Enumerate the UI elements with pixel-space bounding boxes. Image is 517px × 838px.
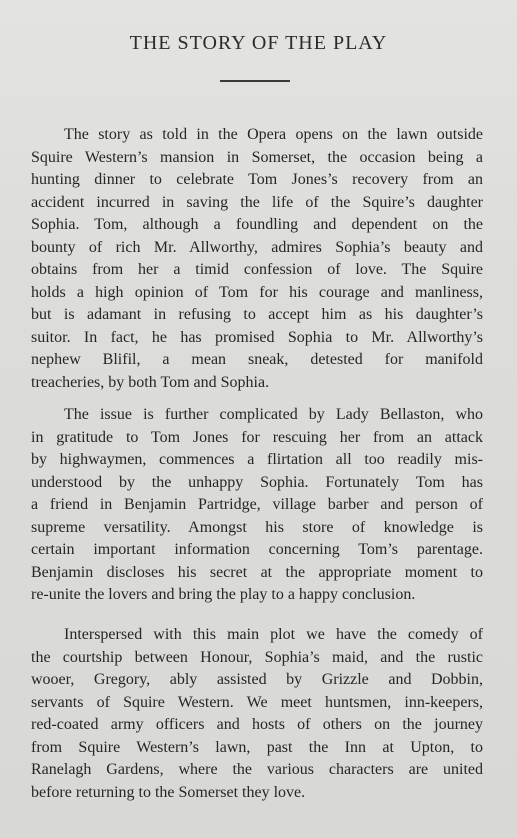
paragraph-subplot xyxy=(31,624,483,804)
paragraph-story-opening xyxy=(31,124,483,394)
text-line: obtains from her a timid confession of love. The Squire xyxy=(31,261,483,278)
text-line: wooer, Gregory, ably assisted by Grizzle and Dobbin, xyxy=(31,671,483,688)
text-line: Interspersed with this main plot we have the comedy of xyxy=(64,626,483,643)
text-line: but is adamant in refusing to accept him as his daughter’s xyxy=(31,306,483,323)
text-line: suitor. In fact, he has promised Sophia to Mr. Allworthy’s xyxy=(31,328,483,346)
text-line: hunting dinner to celebrate Tom Jones’s recovery from an xyxy=(31,171,483,188)
text-line: before returning to the Somerset they love. xyxy=(31,783,306,801)
page-title: THE STORY OF THE PLAY xyxy=(129,32,388,54)
text-line: holds a high opinion of Tom for his courage and manliness, xyxy=(31,283,483,301)
text-line: nephew Blifil, a mean sneak, detested for manifold xyxy=(31,351,483,368)
paragraph-complication xyxy=(31,404,483,607)
text-line: servants of Squire Western. We meet huntsmen, inn-keepers, xyxy=(31,693,483,711)
text-line: red-coated army officers and hosts of others on the journey xyxy=(31,716,483,733)
text-line: in gratitude to Tom Jones for rescuing her from an attack xyxy=(31,428,483,446)
text-line: Benjamin discloses his secret at the appropriate moment to xyxy=(31,563,483,581)
text-line: treacheries, by both Tom and Sophia. xyxy=(31,373,270,391)
text-line: certain important information concerning Tom’s parentage. xyxy=(31,541,483,558)
text-line: bounty of rich Mr. Allworthy, admires Sophia’s beauty and xyxy=(31,238,483,256)
text-line: understood by the unhappy Sophia. Fortunately Tom has xyxy=(31,473,483,491)
text-line: Squire Western’s mansion in Somerset, the occasion being a xyxy=(31,148,483,166)
text-line: The story as told in the Opera opens on the lawn outside xyxy=(64,126,483,143)
text-line: Sophia. Tom, although a foundling and dependent on the xyxy=(31,216,483,233)
text-line: The issue is further complicated by Lady Bellaston, who xyxy=(64,406,483,423)
text-line: supreme versatility. Amongst his store of knowledge is xyxy=(31,518,483,536)
text-line: by highwaymen, commences a flirtation all too readily mis- xyxy=(31,451,483,468)
text-line: the courtship between Honour, Sophia’s maid, and the rustic xyxy=(31,648,483,666)
text-line: accident incurred in saving the life of the Squire’s daughter xyxy=(31,193,483,211)
text-line: a friend in Benjamin Partridge, village barber and person of xyxy=(31,496,483,513)
text-line: re-unite the lovers and bring the play to a happy conclusion. xyxy=(31,586,416,603)
text-line: Ranelagh Gardens, where the various characters are united xyxy=(31,761,483,778)
title-divider xyxy=(220,80,290,82)
text-line: from Squire Western’s lawn, past the Inn at Upton, to xyxy=(31,738,483,756)
